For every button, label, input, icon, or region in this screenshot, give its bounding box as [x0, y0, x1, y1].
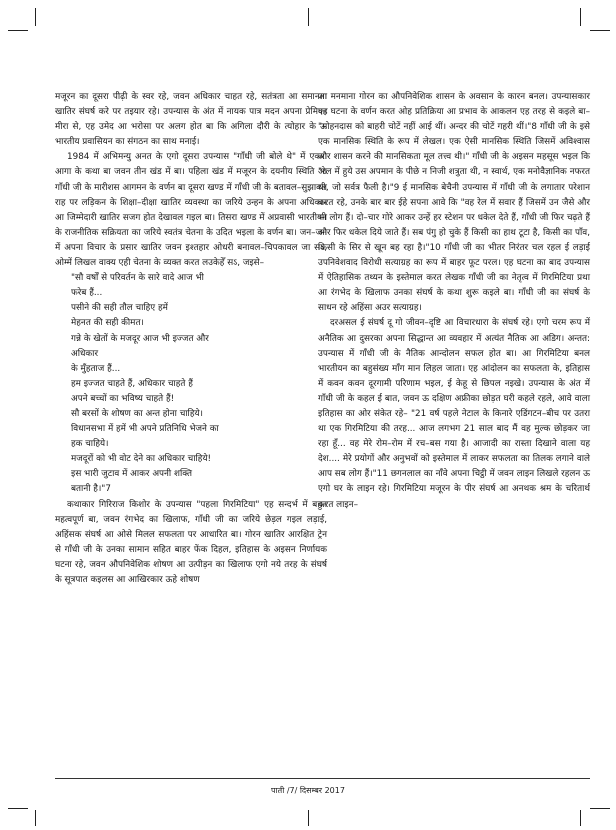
- crop-mark-bottom-right-h: [590, 808, 610, 809]
- crop-mark-top-right-v: [580, 8, 581, 26]
- poem-line: के मुँहताज हैं...: [71, 363, 121, 374]
- footer-rule: [55, 778, 590, 779]
- poem-line: विधानसभा में हमें भी अपने प्रतिनिधि भेजने का: [71, 424, 219, 435]
- paragraph: आ मनमाना गोरन का औपनिवेशिक शासन के अवसान के कारन बनल। उपन्यासकार एह घटना के वर्णन करत ओह प्रतिक्रिया आ प्रभाव के आकलन एह तरह से कइले बा– "मोहनदास को बाहरी चोटें नहीं आई थीं। अन्दर की चोटें गहरी थीं।"8 गाँधी जी के इसे एक मानसिक स्थिति के रूप में लेखल। एक ऐसी मानसिक स्थिति जिसमें अविश्वास और शासन करने की मानसिकता मूल तत्त्व थी।" गाँधी जी के अइसन महसूस भइल कि "रेल में हुये उस अपमान के पीछे न निजी शत्रुता थी, न स्वार्थ, एक मनोवैज्ञानिक नफरत थी, जो सर्वत्र फैली है।"9 ई मानसिक बेचैनी उपन्यास में गाँधी जी के लगातार परेशान करत रहे, उनके बार बार ईहे सपना आवे कि "वह रेल में सवार हैं जिसमें उन जैसे और भी लोग हैं। दो–चार गोरे आकर उन्हें हर स्टेशन पर धकेल देते हैं, गाँधी जी फिर चढ़ते हैं और फिर धकेल दिये जाते हैं। सब पंगु हो चुके हैं किसी का हाथ टूटा है, किसी का पाँव, किसी के सिर से खून बह रहा है।"10 गाँधी जी का भीतर निरंतर चल रहल ई लड़ाई उपनिवेशवाद विरोधी सत्याग्रह का रूप में बाहर फूट परल। एह घटना का बाद उपन्यास में ऐतिहासिक तथ्यन के इस्तेमाल करत लेखक गाँधी जी का नेतृत्व में गिरमिटिया प्रथा आ रंगभेद के खिलाफ उनका संघर्ष के कथा शुरू कइले बा। गाँधी जी का संघर्ष के साधन रहे अहिंसा अउर सत्याग्रह।: [318, 92, 590, 314]
- page-footer: पाती /7/ दिसम्बर 2017: [271, 786, 345, 795]
- left-text-column: [55, 90, 327, 588]
- poem-line: फरेब हैं...: [71, 288, 103, 299]
- poem-line: मजदूरों को भी वोट देने का अधिकार चाहिये!: [71, 454, 212, 465]
- right-text-column: [318, 90, 590, 513]
- crop-mark-top-left-h: [8, 30, 28, 31]
- paragraph: दरअसल ई संघर्ष दू गो जीवन–दृष्टि आ विचारधारा के संघर्ष रहे। एगो चरम रूप में अनैतिक आ दुसरका अपना सिद्धान्त आ व्यवहार में अत्यंत नैतिक आ अडिग। अन्तत: उपन्यास में गाँधी जी के नैतिक आन्दोलन सफल होत बा। आ गिरमिटिया बनल भारतीयन का बहुसंख्य माँग मान लिहल जाता। एह आंदोलन का सफलता के, इतिहास में कवन कवन दूरगामी परिणाम भइल, ई केहू से छिपल नइखे। उपन्यास के अंत में गाँधी जी के कहल ई बात, जवन ऊ दक्षिण अफ्रीका छोड़त घरी कहले रहले, आवे वाला इतिहास का ओर संकेत रहे– "21 वर्ष पहले नेटाल के किनारे एडिंगटन–बीच पर उतरा था एक गिरमिटिया की तरह... आज लगभग 21 साल बाद मैं वह मुल्क छोड़कर जा रहा हूँ... वह मेरे रोम–रोम में रच–बस गया है। आजादी का रास्ता दिखाने वाला यह देश.... मेरे प्रयोगों और अनुभवों को इस्तेमाल में लाकर सफलता का तिलक लगाने वाले आप सब लोग हैं।"11 छगनलाल का नाँवे अपना चिट्ठी में जवन लाइन लिखले रहलन ऊ एगो घर के लाइन रहे। गिरमिटिया मजूरन के पीर संघर्ष आ अनथक श्रम के चरितार्थ करत लाइन–: [318, 318, 590, 510]
- paragraph: कथाकार गिरिराज किशोर के उपन्यास "पहला गिरमिटिया" एह सन्दर्भ में बहुत महत्वपूर्ण बा, जवन रंगभेद का खिलाफ, गाँधी जी का जरिये छेड़ल गइल लड़ाई, अहिंसक संघर्ष आ ओसे मिलल सफलता पर आधारित बा। गोरन खातिर आरक्षित ट्रेन से गाँधी जी के उनका सामान सहित बाहर फेंक दिहल, इतिहास के अइसन निर्णायक घटना रहे, जवन औपनिवेशिक शोषण आ उत्पीड़न का खिलाफ एगो नये तरह के संघर्ष के सूत्रपात कइलस आ आखिरकार ऊहे शोषण: [55, 499, 327, 585]
- crop-mark-top-right-h: [590, 30, 610, 31]
- poem-line: अधिकार: [71, 348, 99, 359]
- poem-line: "सौ वर्षों से परिवर्तन के सारे वादे आज भी: [71, 273, 204, 284]
- poem-line: हम इज्जत चाहते हैं, अधिकार चाहते हैं: [71, 378, 193, 389]
- poem-line: पसीने की सही तौल चाहिए हमें: [71, 303, 168, 314]
- poem-line: गन्ने के खेतों के मजदूर आज भी इज्जत और: [71, 333, 209, 344]
- crop-mark-bottom-mid-v: [308, 810, 309, 826]
- poem-line: सौ बरसों के शोषण का अन्त होना चाहिये।: [71, 408, 203, 419]
- crop-mark-top-left-v: [35, 8, 36, 26]
- crop-mark-bottom-left-v: [35, 810, 36, 826]
- paragraph: 1984 में अभिमन्यु अनत के एगो दूसरा उपन्यास "गाँधी जी बोले थे" में एकरा आगा के कथा बा जवन तीन खंड में बा। पहिला खंड में मजूरन के दयनीय स्थिति आ गाँधी जी के मारीशस आगमन के वर्णन बा दूसरा खण्ड में गाँधी जी के बतावल–सुझावल राह पर लड़िकन के शिक्षा–दीक्षा खातिर व्यवस्था का जरिये उन्हन के अपना अधिकार आ जिम्मेदारी खातिर सजग होत देखावल गइल बा। तिसरा खण्ड में अप्रवासी भारतीयन के राजनीतिक सक्रियता का जरिये स्वतंत्र चेतना के उदित भइला के वर्णन बा। जन–जन में अपना विचार के प्रसार खातिर जवन इश्तहार ओधरी बनावल–चिपकावल जा सऽ, ओम्में लिखल वाक्य एही चेतना के व्यक्त करत लउकेहेँ सऽ, जइसे–: [55, 152, 327, 269]
- crop-mark-bottom-left-h: [8, 808, 28, 809]
- crop-mark-bottom-right-v: [580, 810, 581, 826]
- poem-line: अपने बच्चों का भविष्य चाहते हैं!: [71, 393, 175, 404]
- poem-line: इस भारी जुटाव में आकर अपनी शक्ति: [71, 469, 192, 480]
- paragraph: मजूरन का दूसरा पीढ़ी के स्वर रहे, जवन अधिकार चाहत रहे, सतंत्रता आ समानता खातिर संघर्ष करे पर तइयार रहे। उपन्यास के अंत में नायक पात्र मदन अपना प्रेमिका मीरा से, एह उमेद आ भरोसा पर अलग होत बा कि अगिला दौरी के त्योहार के ऊ भारतीय प्रवासियन का संगठन का साथ मनाई।: [55, 92, 327, 148]
- poem-line: बतानी है।"7: [71, 484, 111, 495]
- crop-mark-top-mid-v: [308, 8, 309, 26]
- poem-line: मेहनत की सही कीमत।: [71, 318, 144, 329]
- poem-line: हक चाहिये।: [71, 439, 109, 450]
